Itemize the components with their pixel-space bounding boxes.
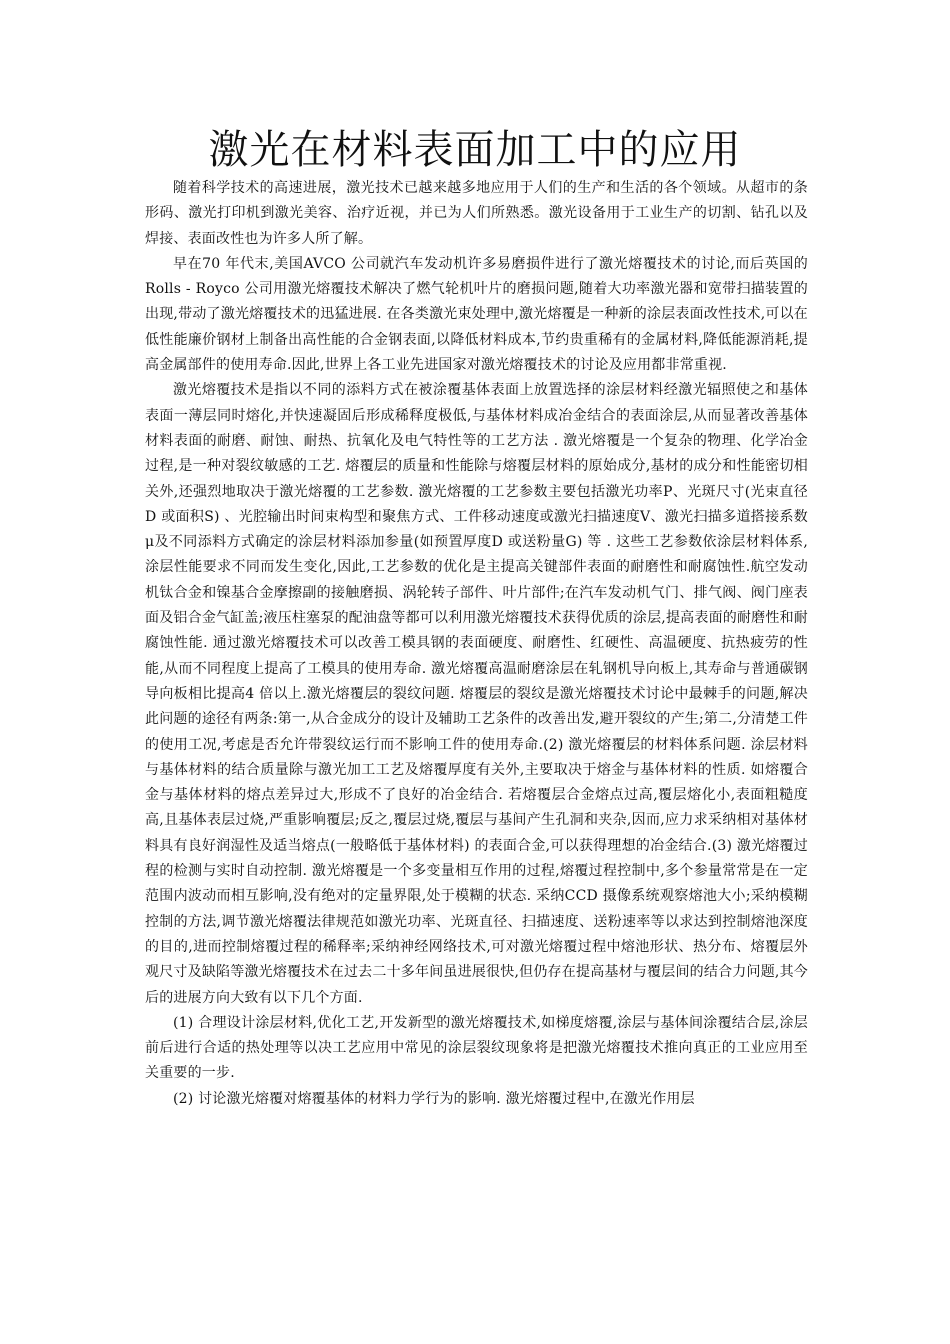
paragraph-direction-1: (1) 合理设计涂层材料,优化工艺,开发新型的激光熔覆技术,如梯度熔覆,涂层与基体间涂覆结合层,涂层前后进行合适的热处理等以决工艺应用中常见的涂层裂纹现象将是把激光熔覆技术推向真正的工业应用至关重要的一步. xyxy=(145,1014,808,1082)
paragraph-direction-2: (2) 讨论激光熔覆对熔覆基体的材料力学行为的影响. 激光熔覆过程中,在激光作用层 xyxy=(173,1090,695,1107)
paragraph-intro: 随着科学技术的高速进展，激光技术已越来越多地应用于人们的生产和生活的各个领域。从超市的条形码、激光打印机到激光美容、治疗近视，并已为人们所熟悉。激光设备用于工业生产的切割、钻孔以及焊接、表面改性也为许多人所了解。 xyxy=(145,180,808,247)
document-title: 激光在材料表面加工中的应用 xyxy=(208,127,742,173)
document-body xyxy=(145,176,808,1112)
paragraph-history: 早在70 年代末,美国AVCO 公司就汽车发动机许多易磨损件进行了激光熔覆技术的讨论,而后英国的Rolls - Royco 公司用激光熔覆技术解决了燃气轮机叶片的磨损问题,随着大功率激光器和宽带扫描装置的出现,带动了激光熔覆技术的迅猛进展. 在各类激光束处理中,激光熔覆是一种新的涂层表面改性技术,可以在低性能廉价钢材上制备出高性能的合金钢表面,以降低材料成本,节约贵重稀有的金属材料,降低能源消耗,提高金属部件的使用寿命.因此,世界上各工业先进国家对激光熔覆技术的讨论及应用都非常重视. xyxy=(145,255,808,374)
paragraph-technology: 激光熔覆技术是指以不同的添料方式在被涂覆基体表面上放置选择的涂层材料经激光辐照使之和基体表面一薄层同时熔化,并快速凝固后形成稀释度极低,与基体材料成冶金结合的表面涂层,从而显著改善基体材料表面的耐磨、耐蚀、耐热、抗氧化及电气特性等的工艺方法 . 激光熔覆是一个复杂的物理、化学冶金过程,是一种对裂纹敏感的工艺. 熔覆层的质量和性能除与熔覆层材料的原始成分,基材的成分和性能密切相关外,还强烈地取决于激光熔覆的工艺参数. 激光熔覆的工艺参数主要包括激光功率P、光斑尺寸(光束直径D 或面积S) 、光腔输出时间束构型和聚焦方式、工件移动速度或激光扫描速度V、激光扫描多道搭接系数μ及不同添料方式确定的涂层材料添加参量(如预置厚度D 或送粉量G) 等 . 这些工艺参数依涂层材料体系,涂层性能要求不同而发生变化,因此,工艺参数的优化是主提高关键部件表面的耐磨性和耐腐蚀性.航空发动机钛合金和镍基合金摩擦副的接触磨损、涡轮转子部件、叶片部件;在汽车发动机气门、排气阀、阀门座表面及铝合金气缸盖;液压柱塞泵的配油盘等都可以利用激光熔覆技术获得优质的涂层,提高表面的耐磨性和耐腐蚀性能. 通过激光熔覆技术可以改善工模具钢的表面硬度、耐磨性、红硬性、高温硬度、抗热疲劳的性能,从而不同程度上提高了工模具的使用寿命. 激光熔覆高温耐磨涂层在轧钢机导向板上,其寿命与普通碳钢导向板相比提高4 倍以上.激光熔覆层的裂纹问题. 熔覆层的裂纹是激光熔覆技术讨论中最棘手的问题,解决此问题的途径有两条:第一,从合金成分的设计及辅助工艺条件的改善出发,避开裂纹的产生;第二,分清楚工件的使用工况,考虑是否允许带裂纹运行而不影响工件的使用寿命.(2) 激光熔覆层的材料体系问题. 涂层材料与基体材料的结合质量除与激光加工工艺及熔覆厚度有关外,主要取决于熔金与基体材料的性质. 如熔覆合金与基体材料的熔点差异过大,形成不了良好的冶金结合. 若熔覆层合金熔点过高,覆层熔化小,表面粗糙度高,且基体表层过烧,严重影响覆层;反之,覆层过烧,覆层与基间产生孔洞和夹杂,因而,应力求采纳相对基体材料具有良好润湿性及适当熔点(一般略低于基体材料) 的表面合金,可以获得理想的冶金结合.(3) 激光熔覆过程的检测与实时自动控制. 激光熔覆是一个多变量相互作用的过程,熔覆过程控制中,多个参量常常是在一定范围内波动而相互影响,没有绝对的定量界限,处于模糊的状态. 采纳CCD 摄像系统观察熔池大小;采纳模糊控制的方法,调节激光熔覆法律规范如激光功率、光斑直径、扫描速度、送粉速率等以求达到控制熔池深度的目的,进而控制熔覆过程的稀释率;采纳神经网络技术,可对激光熔覆过程中熔池形状、热分布、熔覆层外观尺寸及缺陷等激光熔覆技术在过去二十多年间虽进展很快,但仍存在提高基材与覆层间的结合力问题,其今后的进展方向大致有以下几个方面. xyxy=(145,382,808,1006)
